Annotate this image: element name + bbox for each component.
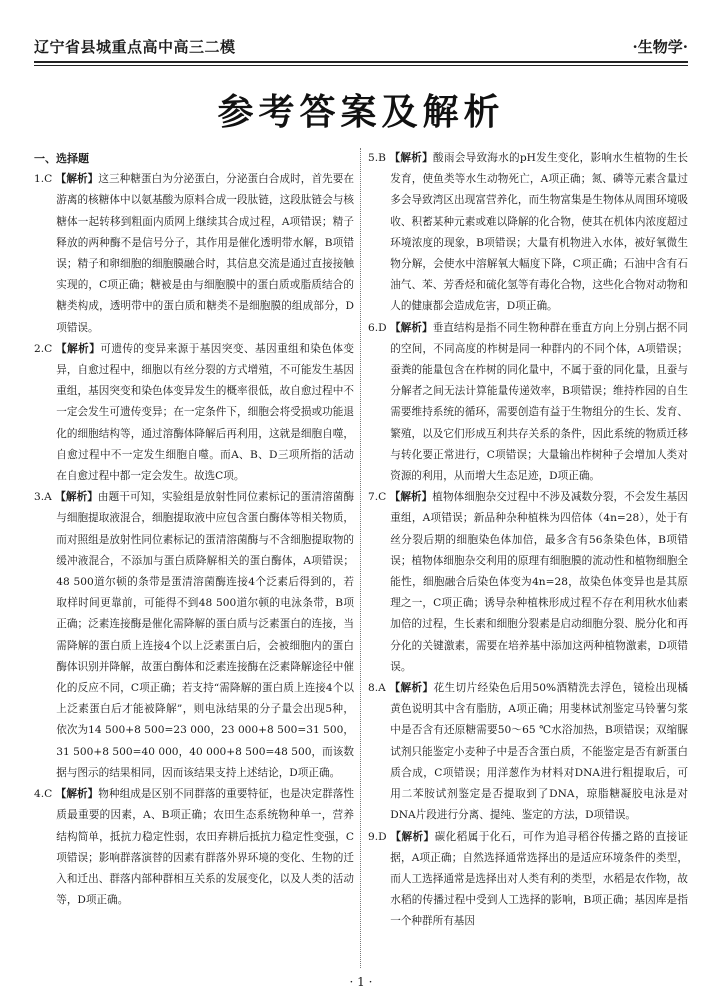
analysis-text: 可遗传的变异来源于基因突变、基因重组和染色体变异，自愈过程中，细胞以有丝分裂的方式增殖，不可能发生基因重组，基因突变和染色体变异发生的概率很低，故自愈过程中不一定会发生可遗传变异；在一定条件下，细胞会将受损或功能退化的细胞结构等，通过溶酶体降解后再利用，这就是细胞自噬，自愈过程中不一定发生细胞自噬。而A、B、D三项所指的活动在自愈过程中都一定会发生。故选C项。 (56, 342, 355, 483)
header-rule (34, 61, 688, 63)
analysis-text: 垂直结构是指不同生物种群在垂直方向上分别占据不同的空间，不同高度的柞树是同一种群内的不同个体，A项错误；蚕粪的能量包含在柞树的同化量中，不属于蚕的同化量，且蚕与分解者之间无法计算能量传递效率，B项错误；维持柞园的自生需要维持系统的循环，需要创造有益于生物组分的生长、发育、繁殖，以及它们形成互利共存关系的条件，因此系统的物质迁移与转化要正常进行，C项错误；大量输出柞树种子会增加人类对资源的利用，从而增大生态足迹，D项正确。 (390, 321, 688, 483)
analysis-tag: 【解析】 (55, 788, 99, 801)
analysis-tag: 【解析】 (389, 491, 433, 504)
exam-name: 辽宁省县城重点高中高三二模 (34, 38, 236, 56)
right-column (368, 148, 688, 933)
header-rule-thin (34, 65, 688, 66)
analysis-text: 碳化稻属于化石，可作为追寻稻谷传播之路的直接证据，A项正确；自然选择通常选择出的是适应环境条件的类型，而人工选择通常是选择出对人类有利的类型，水稻是农作物，故水稻的传播过程中受到人工选择的影响，B项正确；基因库是指一个种群所有基因 (390, 830, 688, 928)
answer-item (368, 827, 688, 933)
left-answer-list (34, 169, 354, 911)
analysis-text: 花生切片经染色后用50%酒精洗去浮色，镜检出现橘黄色说明其中含有脂肪，A项正确；用斐林试剂鉴定马铃薯匀浆中是否含有还原糖需要50～65 ℃水浴加热，B项错误；双缩脲试剂只能鉴定小麦种子中是否含蛋白质，不能鉴定是否有新蛋白质合成，C项错误；用洋葱作为材料对DNA进行粗提取后，可用二苯胺试剂鉴定是否提取到了DNA，琼脂糖凝胶电泳是对DNA片段进行分离、提纯、鉴定的方法，D项错误。 (390, 682, 689, 822)
page-title: 参考答案及解析 (217, 92, 505, 133)
answer-item (368, 318, 688, 488)
answer-item (34, 784, 354, 911)
analysis-tag: 【解析】 (55, 491, 98, 504)
subject-label: ·生物学· (632, 38, 688, 56)
left-column (34, 148, 354, 911)
page-header (34, 36, 688, 58)
answer-number: 8.A (368, 682, 386, 695)
analysis-text: 这三种糖蛋白为分泌蛋白，分泌蛋白合成时，首先要在游离的核糖体中以氨基酸为原料合成一段肽链，这段肽链会与核糖体一起转移到粗面内质网上继续其合成过程，A项错误；精子释放的两种酶不是信号分子，其作用是催化透明带水解，B项错误；精子和卵细胞的细胞膜融合时，其信息交流是通过直接接触实现的，C项正确；糖被是由与细胞膜中的蛋白质或脂质结合的糖类构成，透明带中的蛋白质和糖类不是细胞膜的组成部分，D项错误。 (56, 173, 355, 334)
answer-number: 7.C (368, 491, 387, 504)
answer-number: 2.C (34, 342, 53, 355)
answer-number: 6.D (368, 321, 387, 334)
analysis-tag: 【解析】 (390, 321, 433, 334)
analysis-tag: 【解析】 (56, 342, 101, 355)
answer-number: 3.A (34, 491, 52, 504)
answer-item (368, 148, 688, 318)
page-number: · 1 · (349, 975, 373, 989)
answer-item (34, 487, 354, 784)
answer-item (368, 678, 688, 826)
analysis-text: 植物体细胞杂交过程中不涉及减数分裂，不会发生基因重组，A项错误；新品种杂种植株为四倍体（4n=28），处于有丝分裂后期的细胞染色体加倍，最多含有56条染色体，B项错误；植物体细胞杂交利用的原理有细胞膜的流动性和植物细胞全能性，细胞融合后染色体变为4n=28，故染色体变异也是其原理之一，C项正确；诱导杂种植株形成过程不存在利用秋水仙素加倍的过程，生长素和细胞分裂素是启动细胞分裂、脱分化和再分化的关键激素，需要在培养基中添加这两种植物激素，D项错误。 (390, 491, 689, 673)
analysis-tag: 【解析】 (55, 173, 99, 186)
analysis-text: 酸雨会导致海水的pH发生变化，影响水生植物的生长发育，使鱼类等水生动物死亡，A项正确；氮、磷等元素含量过多会导致湾区出现富营养化，而生物富集是生物体从周围环境吸收、积蓄某种元素或难以降解的化合物，使其在机体内浓度超过环境浓度的现象，B项错误；大量有机物进入水体，被好氧微生物分解，会使水中溶解氧大幅度下降，C项正确；石油中含有石油气、苯、芳香烃和硫化氢等有毒化合物，这些化合物对动物和人的健康都会造成危害，D项正确。 (390, 152, 688, 313)
analysis-text: 由题干可知，实验组是放射性同位素标记的蛋清溶菌酶与细胞提取液混合，细胞提取液中应包含蛋白酶体等相关物质，而对照组是放射性同位素标记的蛋清溶菌酶与不含细胞提取物的缓冲液混合，不添加与蛋白质降解相关的蛋白酶体，A项错误；48 500道尔顿的条带是蛋清溶菌酶连接4个泛素后得到的，若取样时间更靠前，可能得不到48 500道尔顿的电泳条带，B项正确；泛素连接酶是催化需降解的蛋白质与泛素蛋白的连接，当需降解的蛋白质上连接4个以上泛素蛋白后，会被细胞内的蛋白酶体识别并降解，故蛋白酶体和泛素连接酶在泛素降解途径中催化的反应不同，C项正确；若支持“需降解的蛋白质上连接4个以上泛素蛋白后才能被降解”，则电泳结果的分子量会出现5种，依次为14 500+8 500=23 000，23 000+8 500=31 500，31 500+8 500=40 000，40 000+8 500=48 500，而该数据与图示的结果相同，因而该结果支持上述结论，D项正确。 (56, 491, 355, 779)
analysis-tag: 【解析】 (390, 830, 435, 843)
answer-item (368, 487, 688, 678)
analysis-tag: 【解析】 (389, 152, 433, 164)
answer-number: 9.D (368, 830, 387, 843)
answer-item (34, 339, 354, 487)
answer-number: 1.C (34, 173, 53, 186)
right-answer-list (368, 148, 688, 933)
section-heading: 一、选择题 (34, 152, 89, 165)
analysis-tag: 【解析】 (389, 682, 434, 695)
column-divider (360, 148, 361, 968)
answer-number: 4.C (34, 788, 53, 801)
answer-number: 5.B (368, 152, 386, 164)
analysis-text: 物种组成是区别不同群落的重要特征，也是决定群落性质最重要的因素，A、B项正确；农田生态系统物种单一，营养结构简单，抵抗力稳定性弱，农田弃耕后抵抗力稳定性变强，C项错误；影响群落演替的因素有群落外界环境的变化、生物的迁入和迁出、群落内部种群相互关系的发展变化，以及人类的活动等，D项正确。 (56, 788, 355, 907)
answer-item (34, 169, 354, 339)
